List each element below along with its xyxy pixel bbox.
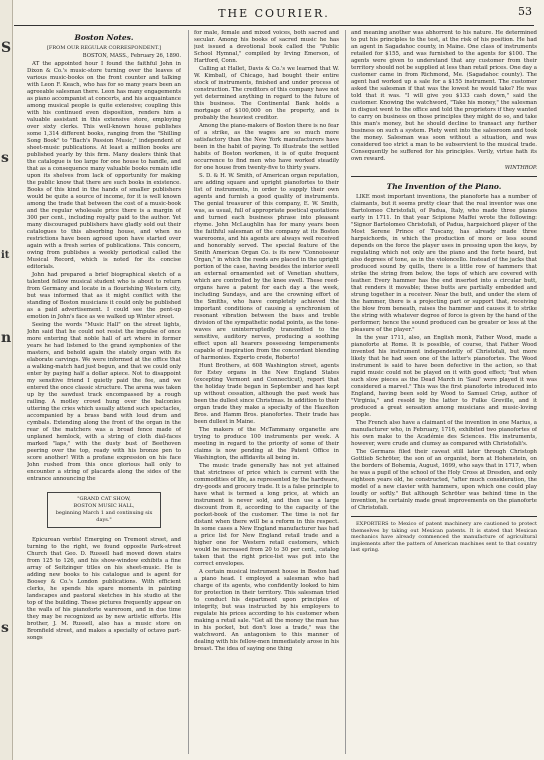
paper-title: THE COURIER. <box>218 7 330 20</box>
article-paragraph: The music trade generally has not yet attained that strictness of price which is current with the commodities of life, as represented by the hardware, dry-goods and grocery trade. It is a false principle to have what is termed a long price, at which an instrument is never sold, and then use a large discount from it, according to the capacity of the pocket-book of the customer. The time is not far distant when there will be a reform in this respect. In some cases a New England manufacturer has had a price list for New England retail trade and a higher one for Western retail customers, which would be increased from 20 to 30 per cent., catalog taken that the right price-list was put into the correct envelopes. <box>194 463 339 567</box>
article-paragraph: for male, female and mixed voices, both sacred and secular. Among his books of sacred music he has just issued a devotional book called the "Public School Hymnal," compiled by Irving Emerson, of Hartford, Conn. <box>194 30 339 64</box>
placard-line: BOSTON MUSIC HALL, <box>73 503 135 509</box>
article-paragraph: John had prepared a brief biographical sketch of a talented fellow musical student who is about to return from Germany and locate in a flourishing Western city, but was informed that as it might conflict with the standing of Boston musicians it could only be published as a paid advertisement. I could see the pent-up emotion in John's face as we walked up Winter street. <box>27 272 181 320</box>
article-paragraph: A certain musical instrument house in Boston had a piano head. I employed a salesman who had charge of its agents, who confidently looked to him for protection in their territory. This salesman tried to conduct his department upon principles of integrity, but was instructed by his employers to regulate his prices according to his customer when making a retail sale. "Get all the money the man has in his pocket, but don't lose a trade," was the watchword. An antagonism to this manner of dealing with his fellow-men immediately arose in his breast. The idea of saying one thing <box>194 569 339 652</box>
column-1 <box>27 30 181 754</box>
column-3 <box>351 30 537 754</box>
placard-line: "GRAND CAT SHOW, <box>77 496 131 502</box>
article-paragraph: Hunt Brothers, at 608 Washington street, agents for Estey organs in the New England States (excepting Vermont and Connecticut), report that the holiday trade began in September and has kept up without cessation, although the past week has been the dullest since Christmas. In addition to their organ trade they make a specialty of the Hazelton Bros. and Hamm Bros. pianofortes. Their trade has been dullest in Maine. <box>194 363 339 425</box>
section-subhead: [FROM OUR REGULAR CORRESPONDENT.] <box>46 45 162 51</box>
article-paragraph: S. D. & H. W. Smith, of American organ reputation, are adding square and upright pianofortes to their list of instruments, in order to supply their own agents and furnish a good quality of instruments. The genial treasurer of this company, E. W. Smith, was, as usual, full of appropriate poetical quotations and turned each business phrase into pleasant rhyme. John McLaughlin has for many years been the faithful salesman of the company at its Boston warerooms, and his agents are always well received and honorably served. The special feature of the Smith American Organ Co. is its new "Connoisseur Organ," in which the reeds are placed in the upright portion of the case, having besides the interior swell an external ornamented set of Venetian shutters, which are controlled by the knee swell. These reed-organs have a patent for each day a the week, including Sundays, and are the crowning effort of the Smiths, who have completely achieved the important conditions of causing a synchronism of resonant vibration between the bass and treble division of the sympathetic nodal points, as the tone-waves are uninterruptedly transmitted to the sensitive, auditory nerves, producing a soothing effect upon all hearers possessing temperaments capable of inspiration from the concordant blending of harmonies. Experto crede, Roberto! <box>194 173 339 361</box>
column-rule <box>188 30 189 754</box>
article-paragraph: AT the appointed hour I found the faithful John in Dixon & Co.'s music-store turning over the leaves of various music-books on the front counter and talking with Leon F. Keach, who has for so many years been an agreeable salesman there. Leon has many engagements as piano accompanist at concerts, and his acquaintance among musical people is quite extensive; coupling this with his continued even disposition, renders him a valuable assistant in this extensive store, employing over sixty clerks. This well-known house publishes some 1,314 different books, ranging from the "Shilling Song Book" to "Bach's Passion Music," independent of sheet-music publications. At least a million books are published yearly by this firm. Many dealers think that the catalogue is too large for one house to handle, and that as a consequence many valuable books remain idle upon its shelves from lack of opportunity for making the public know that there are such books in existence. Books of this kind in the hands of smaller publishers would be quite a source of income, for it is well known among the trade that between the cost of a music-book and the regular wholesale price there is a margin of 300 per cent., including royalty paid to the author. Yet many discouraged publishers have gladly sold out their catalogues to this absorbing house, and when no restrictions have been agreed upon have started over again with a fresh series of publications. This concern, owing from publishes a weekly periodical called the Musical Record, which is noted for its concise editorials. <box>27 61 181 270</box>
edge-letter: S <box>1 40 12 56</box>
article-paragraph: The French also have a claimant of the invention in one Marius, a manufacturer who, in February, 1716, exhibited two pianofortes of his own make to the Académie des Sciences. His instruments, however, were crude and clumsy as compared with Christofali's. <box>351 420 537 447</box>
adjacent-page-edge <box>0 0 13 760</box>
edge-letter: it <box>1 250 10 261</box>
column-2 <box>194 30 339 754</box>
article-paragraph: Epicurean verbis! Emerging on Tremont street, and turning to the right, we found opposite Park-street Church that Geo. D. Russell had moved down stairs from 125 to 126, and his show-window exhibits a fine array of Seitzinger titles on his sheet-music. He is adding new books to his catalogue and is agent for Boosey & Co.'s London publications. With efficient clerks, he spends his spare moments in painting landscapes and pastoral sketches in his studio at the top of the building. These pictures frequently appear on the walls of his pianoforte wareroom, and in due time they may be recognized as by new artistic efforts. His brother, J. M. Russell, also has a music store on Bromfield street, and makes a specialty of octavo part-songs <box>27 537 181 641</box>
article-paragraph: LIKE most important inventions, the pianoforte has a number of claimants, but it seems pretty clear that the real inventor was one Bartolomeo Christofali, of Padua, Italy, who made three pianos early in 1711. In that year Scipione Maffei wrote the following: "Signor Bartolomeo Christofali, of Padua, harpsichord player of the Most Serene Prince of Tuscany, has already made three harpsichords, in which the production of more or less sound depends on the force the player uses in pressing upon the keys, by regulating which not only are the piano and the forte heard, but also degrees of tone, as in the violoncello. Instead of the jacks that produced sound by quills, there is a little row of hammers that strike the string from below, the tops of which are covered with leather. Every hammer has the end inserted into a circular butt, that renders it movable; these butts are partially embedded and strung together in a receiver. Near the butt, and under the stem of the hammer, there is a projecting part or support that, receiving the blow from beneath, raises the hammer and causes it to strike the string with whatever degree of force is given by the hand of the performer; hence the sound produced can be greater or less at the pleasure of the player." <box>351 194 537 333</box>
article-paragraph: In the year 1711, also, an English monk, Father Wood, made a pianoforte at Rome. It is possible, of course, that Father Wood invented his instrument independently of Christofali, but more likely that he had seen one of the latter's pianofortes. The Wood instrument is said to have been defective in the action, so that rapid music could not be played on it with good effect; "but when such slow pieces as the Dead March in 'Saul' were played it was considered a marvel." This was the first pianoforte introduced into England, having been sold by Wood to Samuel Crisp, author of "Virginia," and resold by the latter to Fulke Greville, and it produced a great sensation among musicians and music-loving people. <box>351 335 537 418</box>
section-heading: The Invention of the Piano. <box>386 182 502 191</box>
section-divider <box>351 516 537 517</box>
masthead <box>14 5 534 26</box>
section-heading: Boston Notes. <box>74 33 134 42</box>
edge-letter: n <box>1 330 12 346</box>
placard-box <box>47 492 161 528</box>
article-paragraph: Seeing the words "Music Hall" on the street lights, John said that he could not resist the impulse of once more entering that noble hall of art where in former years he had listened to the grand symphonies of the masters, and behold again the stately organ with its elaborate carvings. We were informed at the office that a walking-match had just begun, and that we could only enter by paying half a dollar apiece. Not to disappoint my sensitive friend I quietly paid the fee, and we entered the once classic structure. The arena was taken up by the sawdust track encompassed by a rough railing. A motley crowd hung over the balconies uttering the cries which usually attend such spectacles, accompanied by a brass band with loud drum and cymbals. Extending along the front of the organ in the rear of the matchers was a broad fence made of unplaned hemlock, with a string of cloth dial-faces marked "laps," with the dusty bust of Beethoven peering over the top, ready with his bronze pen to score another! With a profane expression on his face John rushed from this once glorious hall only to encounter a string of placards along the sides of the entrance announcing the <box>27 322 181 482</box>
placard-line: beginning March 1 and continuing six days." <box>55 510 153 523</box>
column-rule <box>345 30 346 754</box>
article-paragraph: The makers of the McTammany organette are trying to produce 100 instruments per week. A meeting in regard to the priority of some of their claims is now pending at the Patent Office in Washington, the affidavits all being in. <box>194 427 339 461</box>
edge-letter: s <box>1 620 9 636</box>
footnote-paragraph: EXPORTERS to Mexico of patent machinery are cautioned to protect themselves by taking out Mexican patents. It is stated that Mexican mechanics have already commenced the manufacture of agricultural implements after the pattern of American machines sent to that country last spring. <box>351 521 537 553</box>
edge-letter: s <box>1 150 9 166</box>
page-number: 53 <box>518 5 532 18</box>
article-paragraph: Calling at Hallet, Davis & Co.'s we learned that W. W. Kimball, of Chicago, had bought their entire stock of instruments, finished and under process of construction. The creditors of this company have not yet determined anything in regard to the future of this business. The Continental Bank holds a mortgage of $100,000 on the property, and is probably the heaviest creditor. <box>194 66 339 121</box>
author-signature: WINTHROP. <box>504 165 537 171</box>
article-paragraph: Among the piano-makers of Boston there is no fear of a strike, as the wages are so much more satisfactory than the New York manufacturers have been in the habit of paying. To illustrate the settled habits of Boston workmen, it is of quite frequent occurrence to find men who have worked steadily for one house from twenty-five to thirty years. <box>194 123 339 171</box>
article-paragraph: The Germans filed their caveat still later through Christoph Gottlieb Schröter, the son of an organist, born at Hohenstein, on the borders of Bohemia, August, 1699, who says that in 1717, when he was a pupil of the school of the Holy Cross at Dresden, and only eighteen years old, he constructed, "after much consideration, the model of a new clavier with hammers, upon which one could play loudly or softly." But although Schröter was behind time in the invention, he certainly made great improvements on the pianoforte of Christofali. <box>351 449 537 511</box>
dateline: BOSTON, MASS., February 26, 1890. <box>82 53 181 59</box>
section-divider <box>351 176 537 177</box>
article-paragraph: and meaning another was abhorrent to his nature. He determined to put his principles to the test, at the risk of his position. He had an agent in Sagadahoc county, in Maine. One class of instruments retailed for $155, and was furnished to the agents for $100. The agents were given to understand that any customer from their territory should not be supplied at less than retail prices. One day a customer came in from Richmond, Me. (Sagadahoc county). The agent had worked up a sale for a $155 instrument. The customer asked the salesman if that was the lowest he would take? He was told that it was. "I will give you $133 cash down," said the customer. Knowing the watchword, "Take his money," the salesman in disgust went to the office and told the proprietors if they wanted to carry on business on those principles they might do so, and take this man's money, but he should decline to transact any further business on such a system. Piety went into the salesroom and took the money. Salesman was soon without a situation, and was considered too strict a man to be subservient to the musical trade. Consequently he suffered for his principles. Verily, virtue hath its own reward. <box>351 30 537 162</box>
